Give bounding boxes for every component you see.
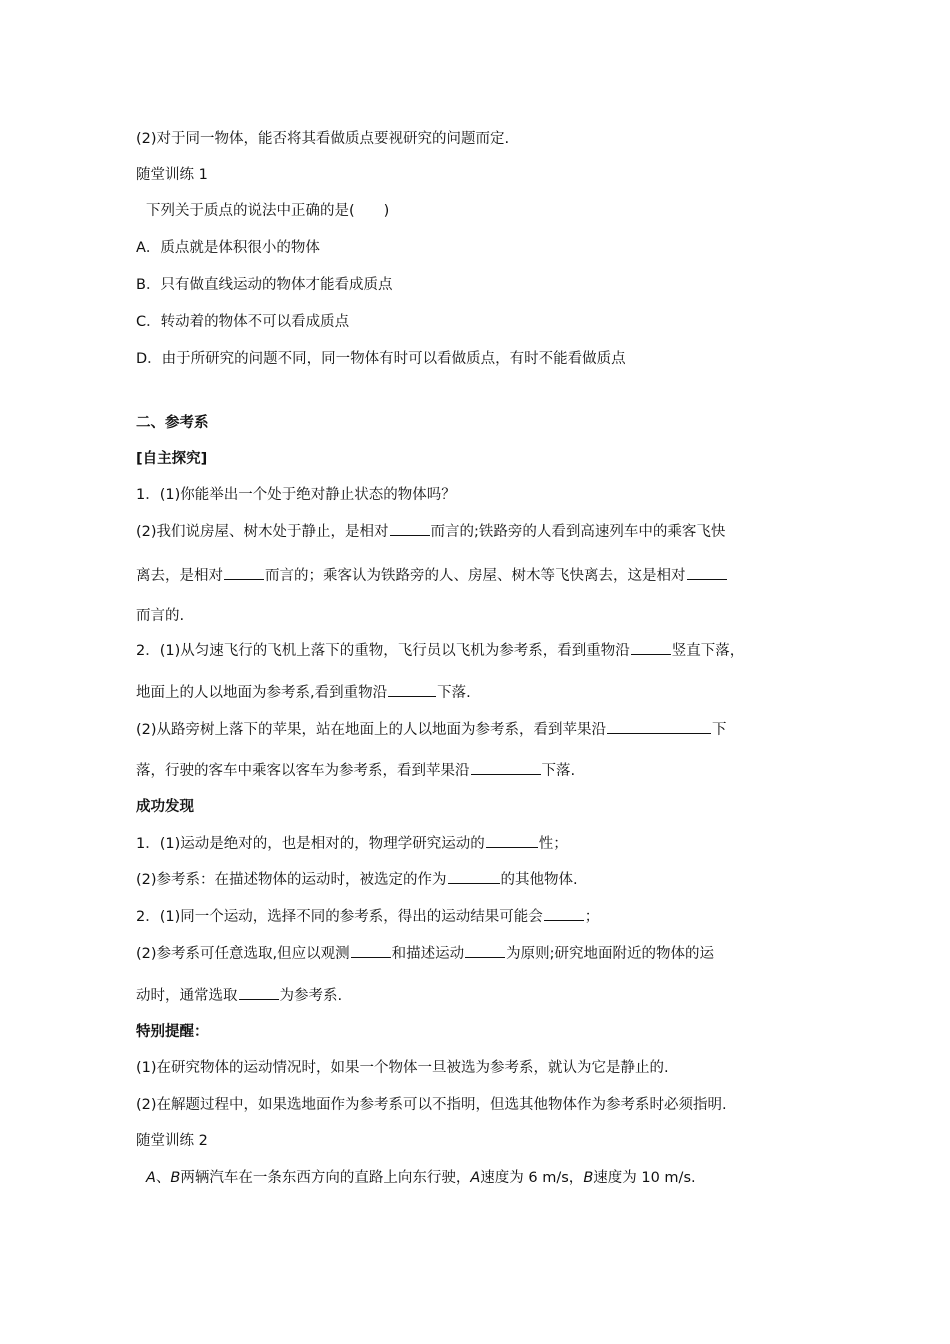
text: (2)参考系：在描述物体的运动时，被选定的作为 xyxy=(136,872,447,888)
car-a-label: A xyxy=(470,1170,481,1186)
text: 为参考系. xyxy=(279,988,343,1004)
success-2-1 xyxy=(136,906,599,927)
fill-blank[interactable] xyxy=(631,640,671,655)
question-2-1-line-2 xyxy=(136,682,471,703)
text: 竖直下落， xyxy=(671,643,745,659)
question-2-2-line-1 xyxy=(136,719,727,740)
text: (2)参考系可任意选取,但应以观测 xyxy=(136,946,350,962)
question-1-2-line-2 xyxy=(136,565,728,586)
text: 速度为 6 m/s， xyxy=(480,1170,584,1186)
text: 速度为 10 m/s. xyxy=(593,1170,696,1186)
note-2: (2)对于同一物体，能否将其看做质点要视研究的问题而定. xyxy=(136,131,510,147)
success-heading: 成功发现 xyxy=(136,799,194,815)
success-2-2-line-2 xyxy=(136,985,342,1006)
text: 下 xyxy=(712,722,727,738)
option-a: A．质点就是体积很小的物体 xyxy=(136,240,320,256)
training-2-question xyxy=(146,1168,696,1188)
fill-blank[interactable] xyxy=(471,760,541,775)
training-1-question: 下列关于质点的说法中正确的是( ) xyxy=(146,203,390,219)
fill-blank[interactable] xyxy=(390,521,430,536)
option-d: D．由于所研究的问题不同，同一物体有时可以看做质点，有时不能看做质点 xyxy=(136,351,626,367)
fill-blank[interactable] xyxy=(607,719,711,734)
reminder-heading: 特别提醒： xyxy=(136,1024,209,1040)
fill-blank[interactable] xyxy=(224,565,264,580)
text: 、 xyxy=(155,1170,171,1186)
text: 离去，是相对 xyxy=(136,568,223,584)
fill-blank[interactable] xyxy=(239,985,279,1000)
fill-blank[interactable] xyxy=(465,943,505,958)
text: 的其他物体. xyxy=(500,872,578,888)
text: 两辆汽车在一条东西方向的直路上向东行驶， xyxy=(180,1170,471,1186)
training-2-title: 随堂训练 2 xyxy=(136,1133,208,1149)
question-1-1: 1．(1)你能举出一个处于绝对静止状态的物体吗？ xyxy=(136,487,456,503)
fill-blank[interactable] xyxy=(544,906,584,921)
fill-blank[interactable] xyxy=(388,682,436,697)
text: 地面上的人以地面为参考系,看到重物沿 xyxy=(136,685,388,701)
text: (2)从路旁树上落下的苹果，站在地面上的人以地面为参考系，看到苹果沿 xyxy=(136,722,607,738)
explore-heading: [自主探究] xyxy=(136,451,208,467)
text: (2)我们说房屋、树木处于静止，是相对 xyxy=(136,524,389,540)
text: 落，行驶的客车中乘客以客车为参考系，看到苹果沿 xyxy=(136,763,470,779)
car-b-label: B xyxy=(583,1170,594,1186)
text: 下落. xyxy=(437,685,471,701)
text: 2．(1)同一个运动，选择不同的参考系，得出的运动结果可能会 xyxy=(136,909,543,925)
text: 1．(1)运动是绝对的，也是相对的，物理学研究运动的 xyxy=(136,836,485,852)
question-1-2-line-1 xyxy=(136,521,725,542)
text: 为原则;研究地面附近的物体的运 xyxy=(506,946,715,962)
text: ； xyxy=(584,909,600,925)
question-2-2-line-2 xyxy=(136,760,575,781)
reminder-2: (2)在解题过程中，如果选地面作为参考系可以不指明，但选其他物体作为参考系时必须指明. xyxy=(136,1097,727,1113)
training-1-title: 随堂训练 1 xyxy=(136,167,208,183)
text: 和描述运动 xyxy=(391,946,465,962)
text: 动时，通常选取 xyxy=(136,988,238,1004)
fill-blank[interactable] xyxy=(448,869,500,884)
fill-blank[interactable] xyxy=(486,833,538,848)
text: 下落. xyxy=(541,763,576,779)
text: 而言的；乘客认为铁路旁的人、房屋、树木等飞快离去，这是相对 xyxy=(265,568,686,584)
option-b: B．只有做直线运动的物体才能看成质点 xyxy=(136,277,393,293)
text: 性； xyxy=(538,836,568,852)
success-1-1 xyxy=(136,833,568,854)
option-c: C．转动着的物体不可以看成质点 xyxy=(136,314,350,330)
car-a-label: A xyxy=(146,1170,156,1186)
success-1-2 xyxy=(136,869,578,890)
fill-blank[interactable] xyxy=(687,565,727,580)
fill-blank[interactable] xyxy=(351,943,391,958)
text: 2．(1)从匀速飞行的飞机上落下的重物，飞行员以飞机为参考系，看到重物沿 xyxy=(136,643,630,659)
text: 而言的;铁路旁的人看到高速列车中的乘客飞快 xyxy=(430,524,726,540)
question-2-1-line-1 xyxy=(136,640,744,661)
section-heading-reference-frame: 二、参考系 xyxy=(136,415,209,431)
car-b-label: B xyxy=(170,1170,181,1186)
success-2-2-line-1 xyxy=(136,943,714,964)
reminder-1: (1)在研究物体的运动情况时，如果一个物体一旦被选为参考系，就认为它是静止的. xyxy=(136,1060,669,1076)
question-1-2-line-3: 而言的. xyxy=(136,608,185,624)
